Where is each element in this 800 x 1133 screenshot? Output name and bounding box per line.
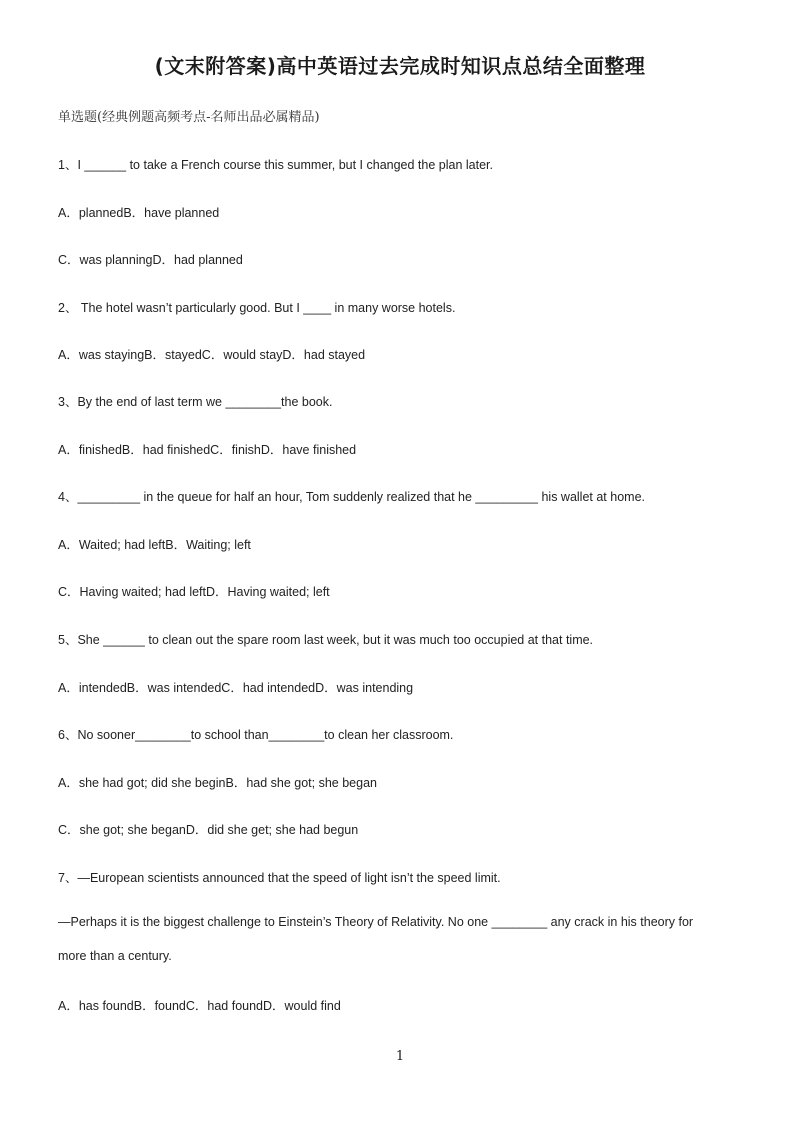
question-5-text: 5、She ______ to clean out the spare room last week, but it was much too occupied at that time. <box>58 633 594 647</box>
question-2-text: 2、 The hotel wasn’t particularly good. But I ____ in many worse hotels. <box>58 301 456 315</box>
question-4-options-cd: C．Having waited; had leftD．Having waited; left <box>58 585 330 599</box>
question-3-options: A．finishedB．had finishedC．finishD．have finished <box>58 443 357 457</box>
question-5-options: A．intendedB．was intendedC．had intendedD．was intending <box>58 681 414 695</box>
question-7-options: A．has foundB．foundC．had foundD．would find <box>58 999 341 1013</box>
question-7-text: 7、—European scientists announced that the speed of light isn’t the speed limit. <box>58 871 501 885</box>
question-1-options-cd: C．was planningD．had planned <box>58 253 243 267</box>
question-7-reply-line-2: more than a century. <box>58 949 172 963</box>
question-4-options-ab: A．Waited; had leftB．Waiting; left <box>58 538 251 552</box>
question-6-options-cd: C．she got; she beganD．did she get; she had begun <box>58 823 359 837</box>
question-4-text: 4、_________ in the queue for half an hour, Tom suddenly realized that he _________ his wallet at home. <box>58 490 645 504</box>
question-7-reply-line-1: —Perhaps it is the biggest challenge to Einstein’s Theory of Relativity. No one ________ any crack in his theory for <box>58 915 694 929</box>
question-6-text: 6、No sooner________to school than________to clean her classroom. <box>58 728 454 742</box>
question-2-options: A．was stayingB．stayedC．would stayD．had stayed <box>58 348 366 362</box>
question-3-text: 3、By the end of last term we ________the book. <box>58 395 333 409</box>
question-1-options-ab: A．plannedB．have planned <box>58 206 220 220</box>
section-heading: 单选题(经典例题高频考点-名师出品必属精品) <box>58 110 320 125</box>
question-6-options-ab: A．she had got; did she beginB．had she got; she began <box>58 776 377 790</box>
question-1-text: 1、I ______ to take a French course this summer, but I changed the plan later. <box>58 158 493 172</box>
page-number: 1 <box>395 1049 405 1064</box>
document-title: (文末附答案)高中英语过去完成时知识点总结全面整理 <box>154 54 646 78</box>
